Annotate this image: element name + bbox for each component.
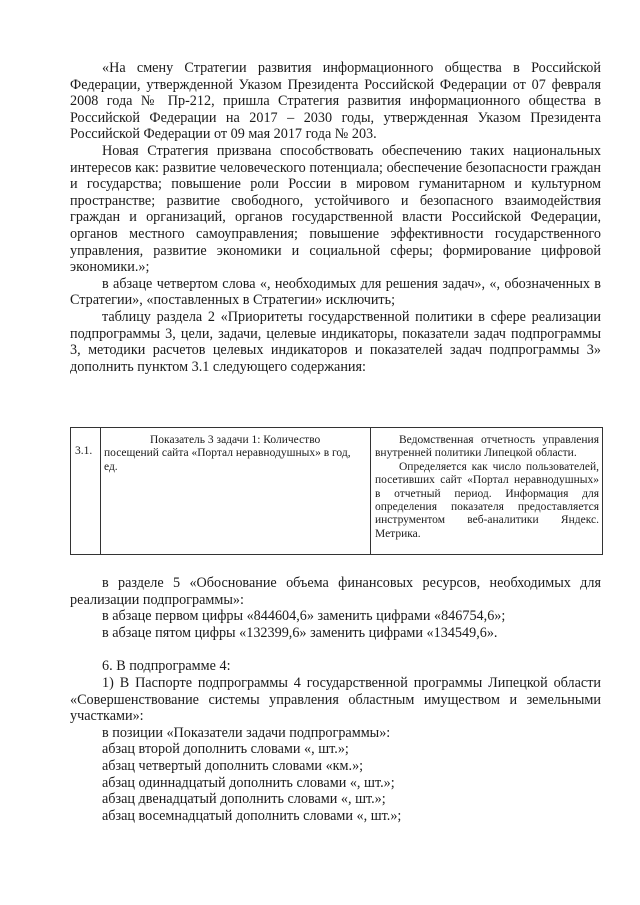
paragraph-first-abzac: в абзаце первом цифры «844604,6» заменить цифрами «846754,6»; — [102, 608, 506, 625]
paragraph-abzac-eighteenth: абзац восемнадцатый дополнить словами «, шт.»; — [102, 807, 402, 824]
paragraph-section-5: в разделе 5 «Обоснование объема финансовых ресурсов, необходимых для реализации подпрограммы»: — [70, 575, 601, 608]
paragraph-fourth-abzac: в абзаце четвертом слова «, необходимых для решения задач», «, обозначенных в Стратегии», «поставленных в Стратегии» исключить; — [70, 275, 601, 309]
table-cell-indicator — [101, 428, 371, 554]
text-block-top — [70, 60, 601, 375]
paragraph-abzac-eleventh: абзац одиннадцатый дополнить словами «, шт.»; — [102, 774, 395, 791]
table-cell-number: 3.1. — [71, 428, 101, 554]
indicator-line-1: Показатель 3 задачи 1: Количество — [150, 434, 321, 446]
indicator-line-rest: посещений сайта «Портал неравнодушных» в год, ед. — [104, 447, 351, 473]
source-paragraph-2: Определяется как число пользователей, посетивших сайт «Портал неравнодушных» в отчетный период. Информация для определения показателя предоставляется инструментом веб-аналитики Яндекс. Метрика. — [375, 460, 599, 540]
paragraph-new-strategy: Новая Стратегия призвана способствовать обеспечению таких национальных интересов как: развитие человеческого потенциала; обеспечение безопасности граждан и государства; повышение роли России в мировом гуманитарном и культурном пространстве; развитие свободного, устойчивого и безопасного взаимодействия граждан и организаций, органов государственной власти Российской Федерации, органов местного самоуправления; повышение эффективности государственного управления, развитие экономики и социальной сферы; формирование цифровой экономики.»; — [70, 142, 601, 276]
paragraph-abzac-fourth: абзац четвертый дополнить словами «км.»; — [102, 757, 364, 774]
indicator-table — [70, 427, 603, 555]
text-block-bottom — [70, 575, 601, 824]
paragraph-passport: 1) В Паспорте подпрограммы 4 государственной программы Липецкой области «Совершенствование системы управления областным имуществом и земельными участками»: — [70, 674, 601, 725]
paragraph-position: в позиции «Показатели задачи подпрограммы»: — [102, 724, 391, 741]
paragraph-fifth-abzac: в абзаце пятом цифры «132399,6» заменить цифрами «134549,6». — [102, 624, 498, 641]
paragraph-abzac-twelfth: абзац двенадцатый дополнить словами «, шт.»; — [102, 791, 386, 808]
paragraph-abzac-second: абзац второй дополнить словами «, шт.»; — [102, 741, 349, 758]
table-cell-source — [371, 428, 602, 554]
paragraph-subprogram-4: 6. В подпрограмме 4: — [102, 658, 231, 675]
paragraph-strategy-replacement: «На смену Стратегии развития информационного общества в Российской Федерации, утвержденной Указом Президента Российской Федерации от 07 февраля 2008 года № Пр-212, пришла Стратегия развития информационного общества в Российской Федерации на 2017 – 2030 годы, утвержденная Указом Президента Российской Федерации от 09 мая 2017 года № 203. — [70, 60, 601, 143]
source-paragraph-1: Ведомственная отчетность управления внутренней политики Липецкой области. — [375, 434, 599, 460]
paragraph-table-section-2: таблицу раздела 2 «Приоритеты государственной политики в сфере реализации подпрограммы 3, цели, задачи, целевые индикаторы, показатели задач подпрограммы 3, методики расчетов целевых индикаторов и показателей задач подпрограммы 3» дополнить пунктом 3.1 следующего содержания: — [70, 308, 601, 375]
spacer — [70, 641, 601, 658]
